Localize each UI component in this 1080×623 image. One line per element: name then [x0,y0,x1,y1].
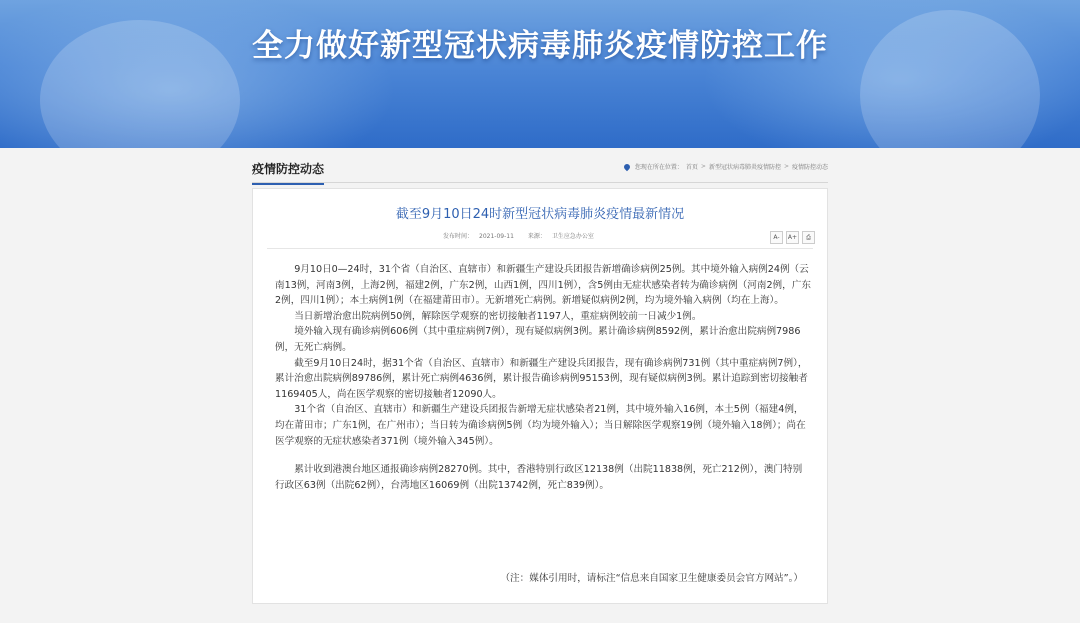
location-pin-icon [623,162,631,170]
paragraph: 境外输入现有确诊病例606例（其中重症病例7例），现有疑似病例3例。累计确诊病例8592例，累计治愈出院病例7986例，无死亡病例。 [275,326,801,353]
section-header [252,152,828,183]
published-date: 2021-09-11 [479,233,514,240]
font-larger-button[interactable]: A+ [786,231,799,244]
breadcrumb-separator: > [700,163,706,170]
breadcrumb-separator: > [783,163,789,170]
media-citation-note: （注：媒体引用时，请标注“信息来自国家卫生健康委员会官方网站”。） [500,573,803,584]
breadcrumb-prefix: 您现在所在位置： [634,164,683,171]
paragraph: 截至9月10日24时，据31个省（自治区、直辖市）和新疆生产建设兵团报告，现有确诊病例731例（其中重症病例7例），累计治愈出院病例89786例，累计死亡病例4636例，累计报告确诊病例95153例，现有疑似病例3例。累计追踪到密切接触者1169405人，尚在医学观察的密切接触者12090人。 [275,357,808,400]
breadcrumb-home[interactable]: 首页 [685,164,698,171]
article-panel [252,188,828,604]
breadcrumb-covid-prevention[interactable]: 新型冠状病毒肺炎疫情防控 [708,164,781,171]
paragraph: 累计收到港澳台地区通报确诊病例28270例。其中，香港特别行政区12138例（出院11838例，死亡212例），澳门特别行政区63例（出院62例），台湾地区16069例（出院13742例，死亡839例）。 [275,464,803,491]
section-title: 疫情防控动态 [252,160,324,185]
meta-divider [267,248,813,249]
article-tools [770,231,815,244]
published-label: 发布时间： [443,233,474,240]
paragraph: 当日新增治愈出院病例50例，解除医学观察的密切接触者1197人，重症病例较前一日减少1例。 [294,310,702,322]
source-name: 卫生应急办公室 [551,233,594,240]
breadcrumb-current[interactable]: 疫情防控动态 [791,164,828,171]
top-banner [0,0,1080,148]
article-title: 截至9月10日24时新型冠状病毒肺炎疫情最新情况 [395,207,685,222]
breadcrumb [624,162,828,171]
font-smaller-button[interactable]: A- [770,231,783,244]
article-body [275,262,811,493]
banner-title: 全力做好新型冠状病毒肺炎疫情防控工作 [252,28,828,64]
source-label: 来源： [527,233,546,240]
article-meta [443,231,606,240]
paragraph: 31个省（自治区、直辖市）和新疆生产建设兵团报告新增无症状感染者21例，其中境外输入16例，本土5例（福建4例，均在莆田市；广东1例，在广州市）；当日转为确诊病例5例（均为境外输入）；当日解除医学观察19例（境外输入18例）；尚在医学观察的无症状感染者371例（境外输入345例）。 [275,404,806,447]
paragraph: 9月10日0—24时，31个省（自治区、直辖市）和新疆生产建设兵团报告新增确诊病例25例。其中境外输入病例24例（云南13例，河南3例，上海2例，福建2例，广东2例，山西1例，四川1例），含5例由无症状感染者转为确诊病例（河南2例，广东2例，四川1例）；本土病例1例（在福建莆田市）。无新增死亡病例。新增疑似病例2例，均为境外输入病例（均在上海）。 [275,264,811,307]
print-icon[interactable]: ⎙ [802,231,815,244]
